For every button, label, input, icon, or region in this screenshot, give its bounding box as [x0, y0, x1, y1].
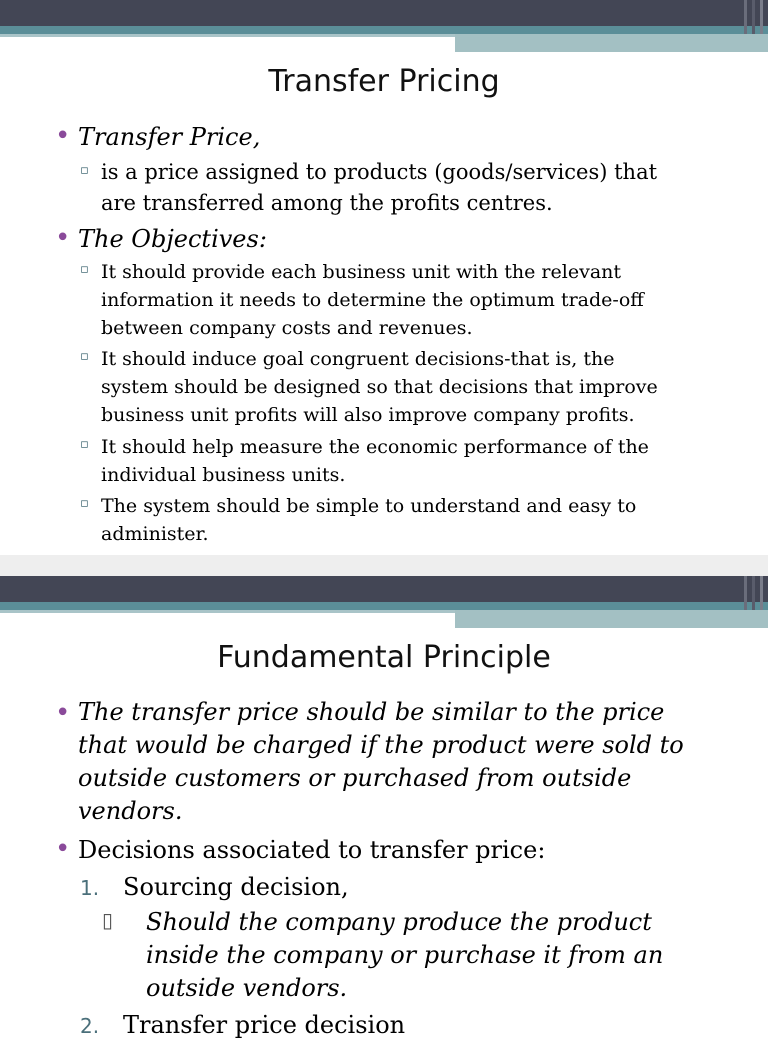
sub-bullet-marker: ▫	[80, 262, 89, 277]
bullet-dot: •	[55, 121, 71, 151]
bullet-objectives: The Objectives:	[78, 225, 267, 253]
sub-bullet-marker: ▫	[80, 163, 89, 178]
objective-item: The system should be simple to understand and easy to administer.	[101, 495, 637, 545]
transfer-price-definition: is a price assigned to products (goods/services) that are transferred among the profits centres.	[101, 160, 658, 215]
slide-separator	[0, 555, 768, 576]
sourcing-decision-detail: Should the company produce the product inside the company or purchase it from an outside vendors.	[146, 908, 664, 1002]
sub-bullet-marker: ▫	[80, 437, 89, 452]
sub-bullet-marker: ▫	[80, 349, 89, 364]
slide-title: Fundamental Principle	[217, 640, 551, 675]
slide-fundamental-principle	[0, 576, 768, 1039]
slide-header-decoration	[0, 0, 768, 52]
slide-title: Transfer Pricing	[268, 64, 500, 99]
transfer-price-decision: Transfer price decision	[123, 1011, 406, 1039]
slide-header-decoration	[0, 576, 768, 628]
bullet-decisions: Decisions associated to transfer price:	[78, 836, 546, 864]
bullet-dot: •	[55, 834, 71, 864]
objective-item: It should induce goal congruent decisions-that is, the system should be designed so that decisions that improve business unit profits will also improve company profits.	[101, 348, 658, 426]
sub-bullet-marker: ▫	[80, 496, 89, 511]
sourcing-decision: Sourcing decision,	[123, 873, 349, 901]
objective-item: It should provide each business unit with the relevant information it needs to determine the optimum trade-off between company costs and revenues.	[101, 261, 644, 339]
list-number: 2.	[80, 1014, 100, 1038]
bullet-transfer-price: Transfer Price,	[78, 123, 261, 151]
principle-statement: The transfer price should be similar to the price that would be charged if the product were sold to outside customers or purchased from outside vendors.	[78, 698, 684, 825]
objective-item: It should help measure the economic performance of the individual business units.	[101, 436, 649, 486]
sub-bullet-marker: ▯	[102, 908, 114, 932]
bullet-dot: •	[55, 223, 71, 253]
bullet-dot: •	[55, 698, 71, 728]
list-number: 1.	[80, 876, 100, 900]
